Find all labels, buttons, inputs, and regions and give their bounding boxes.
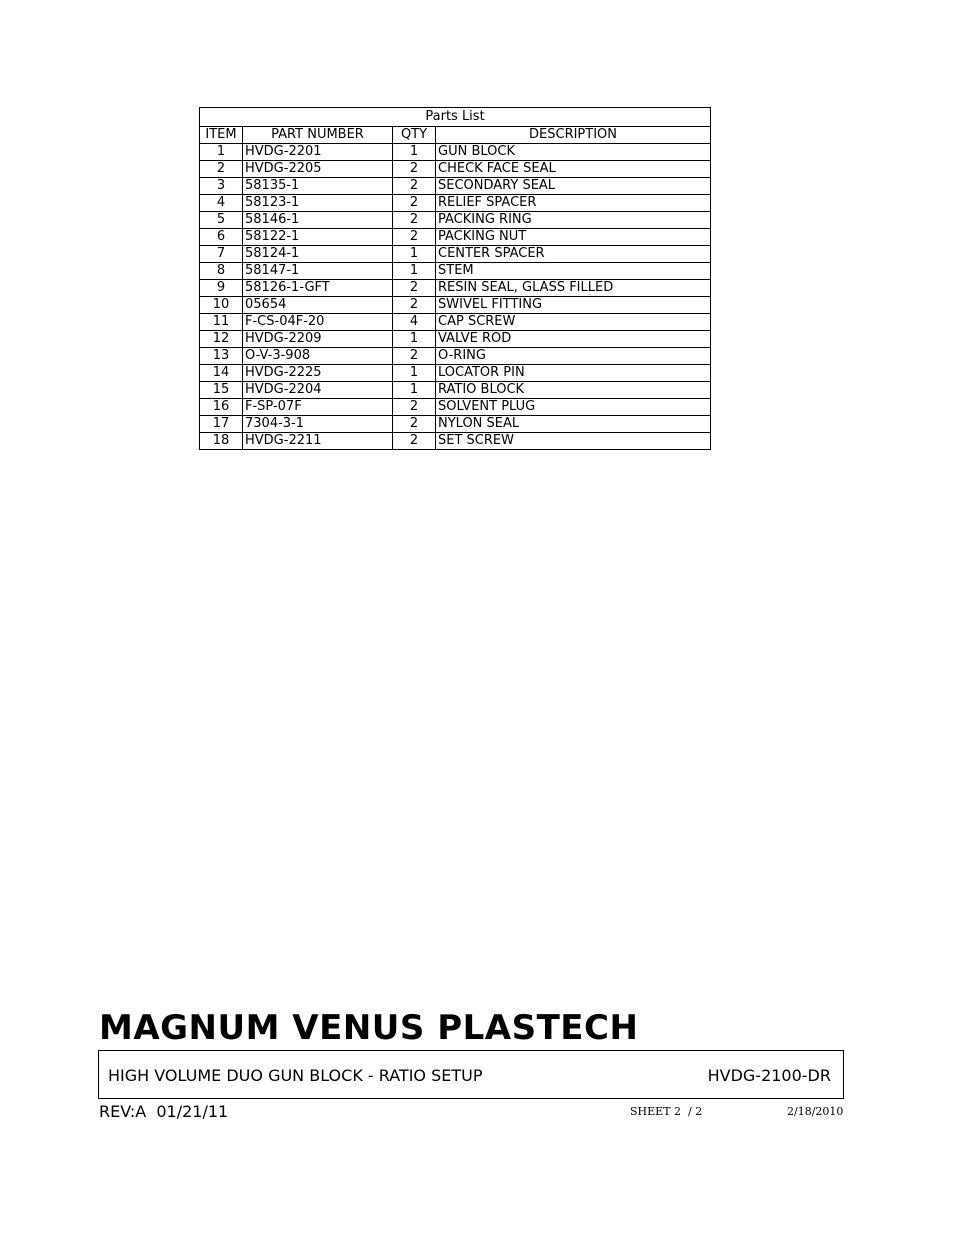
parts-list-body bbox=[200, 144, 711, 450]
header-description: DESCRIPTION bbox=[436, 127, 711, 144]
title-block-box bbox=[98, 1050, 844, 1099]
cell-description: CHECK FACE SEAL bbox=[436, 161, 711, 178]
cell-item: 17 bbox=[200, 416, 243, 433]
table-row bbox=[200, 314, 711, 331]
cell-part-number: HVDG-2205 bbox=[243, 161, 393, 178]
cell-description: GUN BLOCK bbox=[436, 144, 711, 161]
cell-qty: 1 bbox=[393, 331, 436, 348]
cell-qty: 2 bbox=[393, 161, 436, 178]
cell-item: 14 bbox=[200, 365, 243, 382]
company-name: MAGNUM VENUS PLASTECH bbox=[99, 1008, 639, 1048]
cell-part-number: 58146-1 bbox=[243, 212, 393, 229]
cell-description: SET SCREW bbox=[436, 433, 711, 450]
cell-qty: 2 bbox=[393, 416, 436, 433]
revision-label: REV:A 01/21/11 bbox=[99, 1102, 229, 1121]
cell-item: 11 bbox=[200, 314, 243, 331]
cell-description: RELIEF SPACER bbox=[436, 195, 711, 212]
header-qty: QTY bbox=[393, 127, 436, 144]
cell-item: 10 bbox=[200, 297, 243, 314]
cell-description: PACKING RING bbox=[436, 212, 711, 229]
cell-item: 18 bbox=[200, 433, 243, 450]
table-row bbox=[200, 195, 711, 212]
cell-qty: 1 bbox=[393, 382, 436, 399]
cell-description: PACKING NUT bbox=[436, 229, 711, 246]
cell-part-number: HVDG-2211 bbox=[243, 433, 393, 450]
table-row bbox=[200, 331, 711, 348]
cell-description: VALVE ROD bbox=[436, 331, 711, 348]
cell-part-number: HVDG-2209 bbox=[243, 331, 393, 348]
sheet-number: SHEET 2 / 2 bbox=[630, 1105, 703, 1118]
cell-item: 6 bbox=[200, 229, 243, 246]
cell-qty: 2 bbox=[393, 212, 436, 229]
cell-description: LOCATOR PIN bbox=[436, 365, 711, 382]
cell-qty: 2 bbox=[393, 280, 436, 297]
cell-item: 12 bbox=[200, 331, 243, 348]
cell-item: 3 bbox=[200, 178, 243, 195]
cell-qty: 2 bbox=[393, 229, 436, 246]
table-row bbox=[200, 212, 711, 229]
cell-part-number: HVDG-2225 bbox=[243, 365, 393, 382]
cell-part-number: 05654 bbox=[243, 297, 393, 314]
cell-qty: 2 bbox=[393, 297, 436, 314]
table-row bbox=[200, 280, 711, 297]
cell-description: RATIO BLOCK bbox=[436, 382, 711, 399]
cell-item: 8 bbox=[200, 263, 243, 280]
table-row bbox=[200, 178, 711, 195]
table-row bbox=[200, 365, 711, 382]
drawing-title: HIGH VOLUME DUO GUN BLOCK - RATIO SETUP bbox=[108, 1066, 483, 1085]
cell-part-number: 7304-3-1 bbox=[243, 416, 393, 433]
cell-part-number: 58126-1-GFT bbox=[243, 280, 393, 297]
cell-description: STEM bbox=[436, 263, 711, 280]
cell-part-number: 58123-1 bbox=[243, 195, 393, 212]
cell-qty: 2 bbox=[393, 348, 436, 365]
drawing-number: HVDG-2100-DR bbox=[707, 1066, 831, 1085]
parts-list-title: Parts List bbox=[200, 108, 711, 127]
cell-part-number: F-CS-04F-20 bbox=[243, 314, 393, 331]
parts-list-table bbox=[199, 107, 711, 450]
cell-qty: 1 bbox=[393, 263, 436, 280]
table-row bbox=[200, 246, 711, 263]
cell-part-number: 58135-1 bbox=[243, 178, 393, 195]
cell-part-number: 58124-1 bbox=[243, 246, 393, 263]
cell-description: SWIVEL FITTING bbox=[436, 297, 711, 314]
header-part-number: PART NUMBER bbox=[243, 127, 393, 144]
cell-item: 15 bbox=[200, 382, 243, 399]
cell-item: 16 bbox=[200, 399, 243, 416]
cell-item: 9 bbox=[200, 280, 243, 297]
cell-part-number: F-SP-07F bbox=[243, 399, 393, 416]
table-row bbox=[200, 382, 711, 399]
table-row bbox=[200, 144, 711, 161]
cell-item: 1 bbox=[200, 144, 243, 161]
table-row bbox=[200, 416, 711, 433]
cell-description: RESIN SEAL, GLASS FILLED bbox=[436, 280, 711, 297]
table-row bbox=[200, 399, 711, 416]
cell-description: CENTER SPACER bbox=[436, 246, 711, 263]
cell-description: SECONDARY SEAL bbox=[436, 178, 711, 195]
cell-qty: 1 bbox=[393, 365, 436, 382]
parts-list-title-row bbox=[200, 108, 711, 127]
cell-qty: 2 bbox=[393, 399, 436, 416]
cell-part-number: O-V-3-908 bbox=[243, 348, 393, 365]
cell-part-number: HVDG-2201 bbox=[243, 144, 393, 161]
table-row bbox=[200, 229, 711, 246]
cell-qty: 4 bbox=[393, 314, 436, 331]
table-row bbox=[200, 161, 711, 178]
table-row bbox=[200, 348, 711, 365]
table-row bbox=[200, 433, 711, 450]
cell-part-number: 58147-1 bbox=[243, 263, 393, 280]
cell-item: 2 bbox=[200, 161, 243, 178]
cell-description: O-RING bbox=[436, 348, 711, 365]
cell-description: CAP SCREW bbox=[436, 314, 711, 331]
cell-part-number: HVDG-2204 bbox=[243, 382, 393, 399]
cell-item: 5 bbox=[200, 212, 243, 229]
cell-item: 13 bbox=[200, 348, 243, 365]
cell-qty: 2 bbox=[393, 195, 436, 212]
header-item: ITEM bbox=[200, 127, 243, 144]
cell-item: 7 bbox=[200, 246, 243, 263]
cell-part-number: 58122-1 bbox=[243, 229, 393, 246]
cell-qty: 2 bbox=[393, 178, 436, 195]
drawing-date: 2/18/2010 bbox=[787, 1105, 844, 1118]
cell-qty: 1 bbox=[393, 246, 436, 263]
cell-description: SOLVENT PLUG bbox=[436, 399, 711, 416]
cell-qty: 1 bbox=[393, 144, 436, 161]
parts-list-header-row bbox=[200, 127, 711, 144]
table-row bbox=[200, 263, 711, 280]
table-row bbox=[200, 297, 711, 314]
cell-item: 4 bbox=[200, 195, 243, 212]
cell-qty: 2 bbox=[393, 433, 436, 450]
cell-description: NYLON SEAL bbox=[436, 416, 711, 433]
